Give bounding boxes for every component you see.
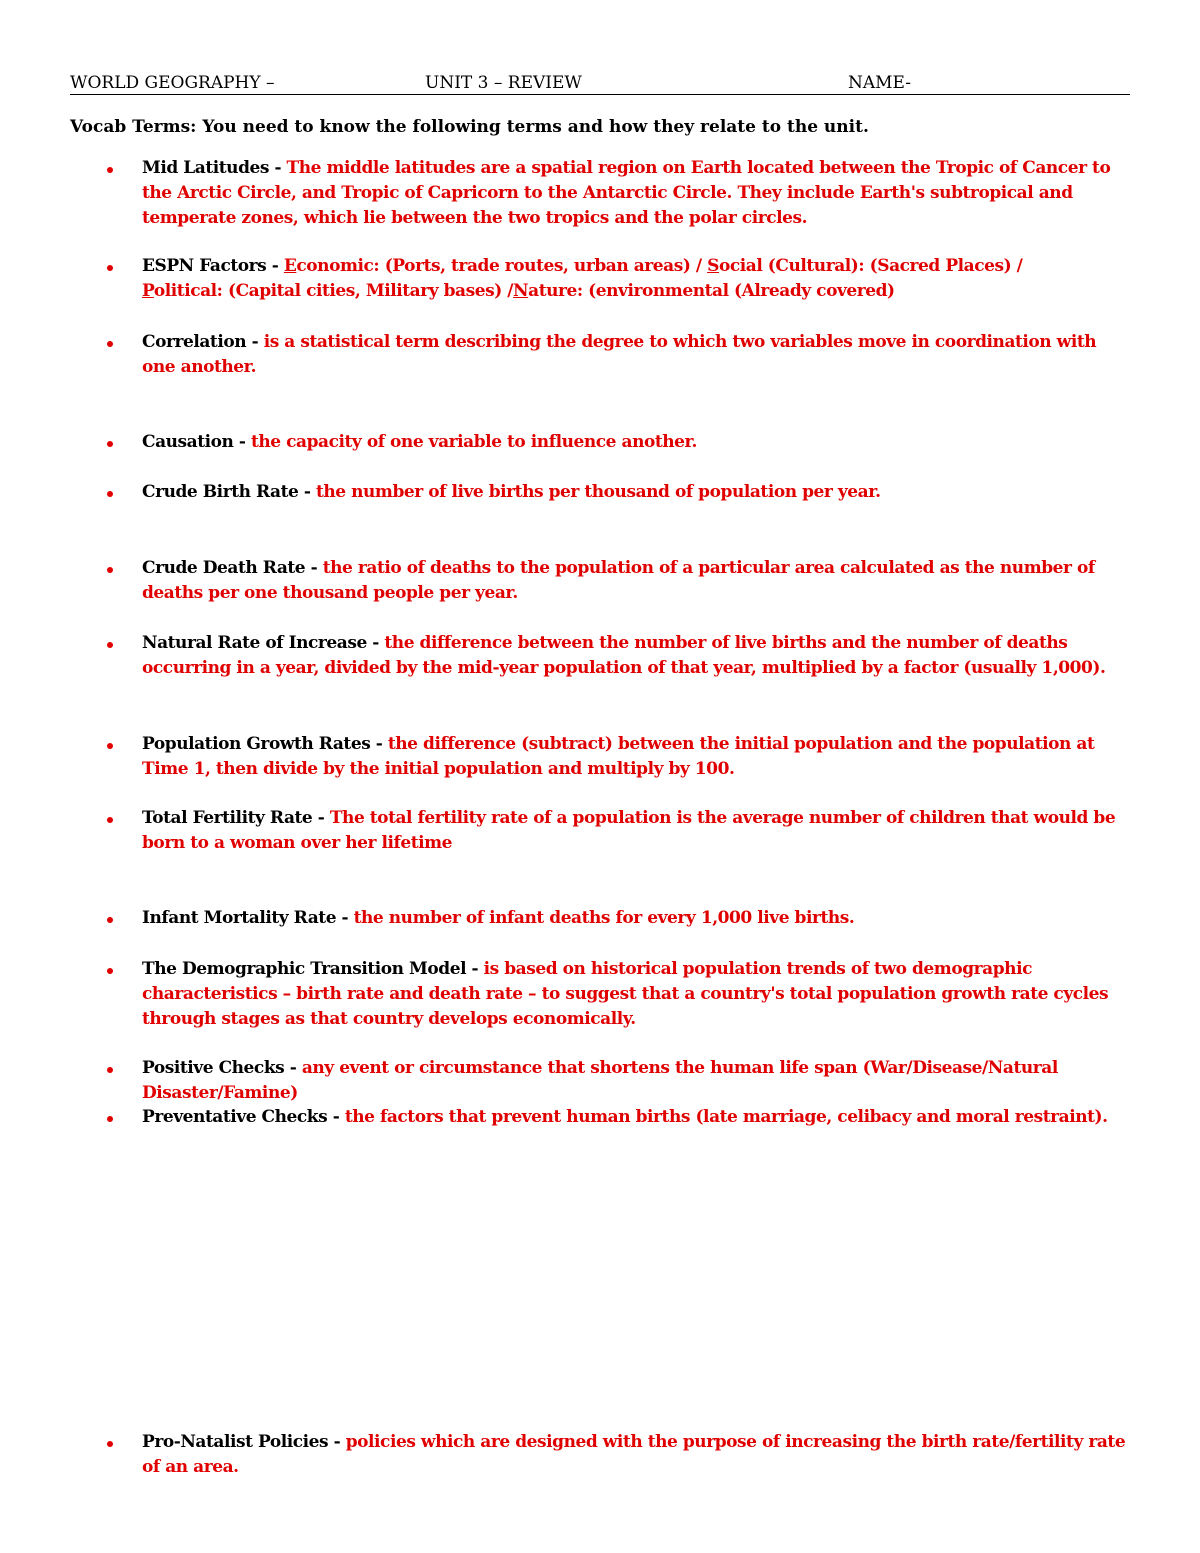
vocab-definition: the difference between the number of live births and the number of deaths occurring in a year, divided by the mid-year population of that year, multiplied by a factor (usually 1,000). <box>142 633 1106 678</box>
unit-title: UNIT 3 – REVIEW <box>425 73 582 93</box>
header-line <box>70 72 1130 95</box>
vocab-item-demographic-transition-model: The Demographic Transition Model - is based on historical population trends of two demographic characteristics – birth rate and death rate – to suggest that a country's total population growth rate cycles through stages as that country develops economically. <box>70 957 1132 1032</box>
bullet-icon <box>107 265 113 271</box>
vocab-definition: the ratio of deaths to the population of a particular area calculated as the number of deaths per one thousand people per year. <box>142 558 1095 603</box>
vocab-item-positive-checks: Positive Checks - any event or circumstance that shortens the human life span (War/Disease/Natural Disaster/Famine) <box>70 1056 1132 1106</box>
vocab-definition: the number of live births per thousand of population per year. <box>315 482 881 502</box>
bullet-icon <box>107 917 113 923</box>
vocab-item-natural-rate-of-increase: Natural Rate of Increase - the difference between the number of live births and the number of deaths occurring in a year, divided by the mid-year population of that year, multiplied by a factor (usually 1,000). <box>70 631 1132 681</box>
vocab-item-infant-mortality-rate: Infant Mortality Rate - the number of infant deaths for every 1,000 live births. <box>70 906 1132 931</box>
bullet-icon <box>107 1067 113 1073</box>
vocab-term: ESPN Factors <box>142 256 267 276</box>
course-title: WORLD GEOGRAPHY – <box>70 73 275 93</box>
vocab-term: Population Growth Rates <box>142 734 371 754</box>
vocab-item-causation: Causation - the capacity of one variable to influence another. <box>70 430 1132 455</box>
vocab-definition: Economic: (Ports, trade routes, urban areas) / Social (Cultural): (Sacred Places) / Political: (Capital cities, Military bases) /Nature: (environmental (Already covered) <box>142 256 1023 301</box>
vocab-term: Causation <box>142 432 234 452</box>
vocab-term: Preventative Checks <box>142 1107 328 1127</box>
vocab-item-correlation: Correlation - is a statistical term describing the degree to which two variables move in coordination with one another. <box>70 330 1132 380</box>
vocab-item-crude-death-rate: Crude Death Rate - the ratio of deaths to the population of a particular area calculated as the number of deaths per one thousand people per year. <box>70 556 1132 606</box>
vocab-item-preventative-checks: Preventative Checks - the factors that prevent human births (late marriage, celibacy and moral restraint). <box>70 1105 1132 1130</box>
vocab-definition: is based on historical population trends of two demographic characteristics – birth rate and death rate – to suggest that a country's total population growth rate cycles through stages as that country develops economically. <box>142 959 1109 1029</box>
vocab-term: Correlation <box>142 332 247 352</box>
bullet-icon <box>107 743 113 749</box>
vocab-item-crude-birth-rate: Crude Birth Rate - the number of live births per thousand of population per year. <box>70 480 1132 505</box>
vocab-term: Mid Latitudes <box>142 158 269 178</box>
vocab-definition: The middle latitudes are a spatial region on Earth located between the Tropic of Cancer to the Arctic Circle, and Tropic of Capricorn to the Antarctic Circle. They include Earth's subtropical and temperate zones, which lie between the two tropics and the polar circles. <box>142 158 1111 228</box>
vocab-definition: the difference (subtract) between the initial population and the population at Time 1, then divide by the initial population and multiply by 100. <box>142 734 1095 779</box>
vocab-item-pro-natalist-policies: Pro-Natalist Policies - policies which are designed with the purpose of increasing the birth rate/fertility rate of an area. <box>70 1430 1132 1480</box>
vocab-item-espn-factors: ESPN Factors - Economic: (Ports, trade routes, urban areas) / Social (Cultural): (Sacred Places) / Political: (Capital cities, Military bases) /Nature: (environmental (Already covered) <box>70 254 1132 304</box>
intro-text: Vocab Terms: You need to know the following terms and how they relate to the unit. <box>70 117 869 137</box>
vocab-term: Total Fertility Rate <box>142 808 313 828</box>
vocab-definition: policies which are designed with the purpose of increasing the birth rate/fertility rate of an area. <box>142 1432 1126 1477</box>
bullet-icon <box>107 642 113 648</box>
name-label: NAME- <box>848 73 912 93</box>
vocab-item-population-growth-rates: Population Growth Rates - the difference (subtract) between the initial population and the population at Time 1, then divide by the initial population and multiply by 100. <box>70 732 1132 782</box>
vocab-term: Crude Death Rate <box>142 558 306 578</box>
vocab-definition: is a statistical term describing the degree to which two variables move in coordination with one another. <box>142 332 1097 377</box>
vocab-definition: the factors that prevent human births (late marriage, celibacy and moral restraint). <box>344 1107 1108 1127</box>
vocab-term: The Demographic Transition Model <box>142 959 467 979</box>
vocab-definition: any event or circumstance that shortens the human life span (War/Disease/Natural Disaster/Famine) <box>142 1058 1058 1103</box>
bullet-icon <box>107 491 113 497</box>
bullet-icon <box>107 817 113 823</box>
vocab-definition: The total fertility rate of a population is the average number of children that would be born to a woman over her lifetime <box>142 808 1116 853</box>
bullet-icon <box>107 167 113 173</box>
vocab-definition: the capacity of one variable to influence another. <box>251 432 697 452</box>
vocab-term: Positive Checks <box>142 1058 285 1078</box>
bullet-icon <box>107 341 113 347</box>
vocab-term: Infant Mortality Rate <box>142 908 337 928</box>
vocab-term: Crude Birth Rate <box>142 482 299 502</box>
bullet-icon <box>107 441 113 447</box>
vocab-definition: the number of infant deaths for every 1,000 live births. <box>353 908 855 928</box>
vocab-item-mid-latitudes: Mid Latitudes - The middle latitudes are a spatial region on Earth located between the Tropic of Cancer to the Arctic Circle, and Tropic of Capricorn to the Antarctic Circle. They include Earth's subtropical and temperate zones, which lie between the two tropics and the polar circles. <box>70 156 1132 231</box>
bullet-icon <box>107 968 113 974</box>
vocab-item-total-fertility-rate: Total Fertility Rate - The total fertility rate of a population is the average number of children that would be born to a woman over her lifetime <box>70 806 1132 856</box>
vocab-term: Pro-Natalist Policies <box>142 1432 329 1452</box>
vocab-term: Natural Rate of Increase <box>142 633 367 653</box>
bullet-icon <box>107 1116 113 1122</box>
bullet-icon <box>107 1441 113 1447</box>
bullet-icon <box>107 567 113 573</box>
